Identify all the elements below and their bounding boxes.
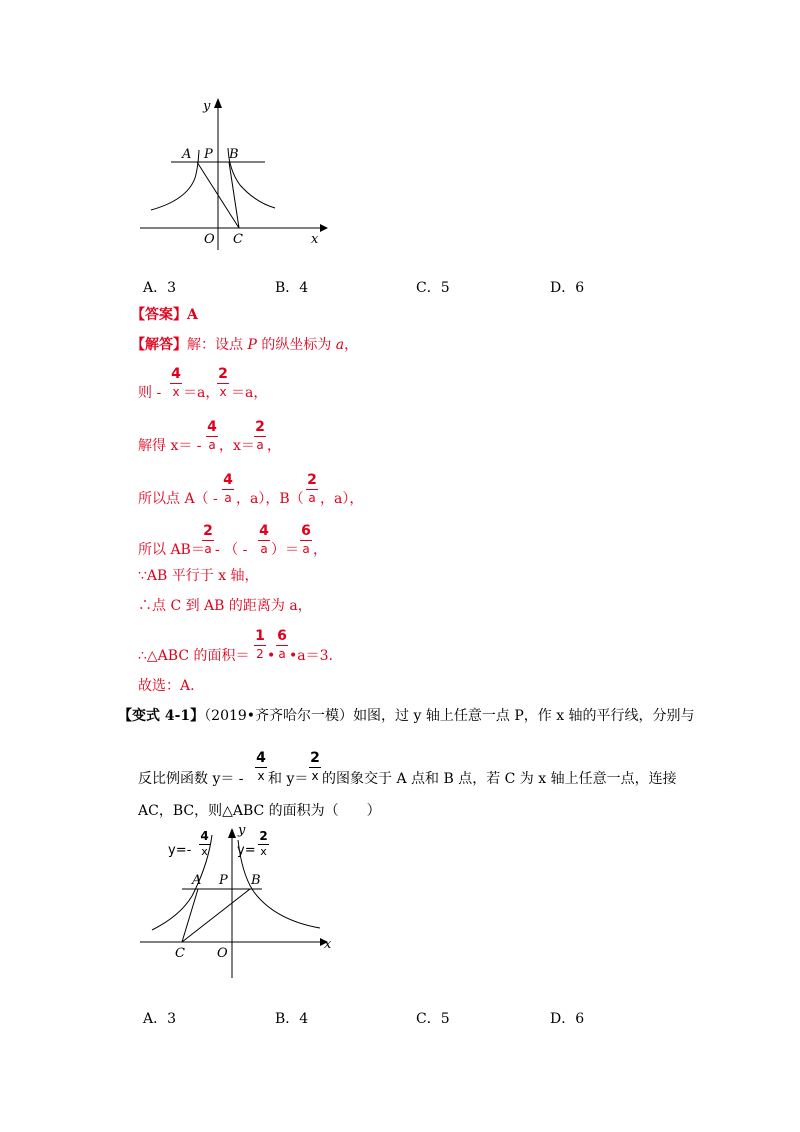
answer-value: A	[187, 307, 198, 323]
solution-intro	[131, 336, 358, 354]
fraction-4-over-x: 4 x	[171, 366, 181, 399]
figure-1-graph	[135, 90, 335, 260]
fraction-4-over-a-1: 4 a	[207, 419, 217, 452]
variant-fraction-4-over-x: 4 x	[256, 750, 266, 783]
figure-2-eq-right-frac: 2 x	[259, 829, 268, 858]
label-o-2: O	[217, 946, 228, 961]
label-p: P	[204, 147, 213, 162]
solution-line-7-pre: ∴△ABC 的面积＝	[138, 648, 250, 664]
answer-line	[131, 306, 198, 324]
solution-intro-a: a	[335, 337, 345, 353]
solution-line-1-eq2: ＝a，	[231, 385, 268, 401]
solution-line-5: ∵AB 平行于 x 轴，	[138, 568, 259, 584]
figure-2-graph	[130, 820, 340, 985]
answer-tag: 【答案】	[131, 307, 187, 323]
fraction-4-over-a-3: 4 a	[259, 523, 269, 556]
variant-line-3: AC，BC，则△ABC 的面积为（ ）	[138, 803, 381, 819]
fraction-4-over-a-2: 4 a	[223, 472, 233, 505]
label-b-2: B	[251, 873, 261, 888]
variant-text-1: 如图，过 y 轴上任意一点 P，作 x 轴的平行线，分别与	[353, 708, 695, 724]
label-x: x	[311, 232, 319, 247]
solution-line-4-mid: - （ -	[215, 542, 248, 558]
solution-line-1-eq1: ＝a，	[183, 385, 220, 401]
solution-intro-pre: 解：设点	[187, 337, 248, 353]
label-y: y	[203, 99, 211, 114]
option-b[interactable]: B．4	[275, 280, 309, 296]
solution-line-4-mid2: ）＝	[271, 542, 299, 558]
solution-line-2-end: ，	[267, 438, 281, 454]
fraction-1-over-2: 1 2	[255, 628, 265, 661]
label-a: A	[182, 147, 192, 162]
variant-line-2-mid: 和 y＝	[268, 771, 309, 787]
label-o: O	[204, 232, 215, 247]
solution-intro-mid: 的纵坐标为	[256, 337, 336, 353]
option-a-2[interactable]: A．3	[143, 1011, 177, 1027]
solution-intro-var: P	[247, 337, 257, 353]
fraction-2-over-a-1: 2 a	[255, 419, 265, 452]
solution-line-2-mid: ，x＝	[219, 438, 255, 454]
fraction-6-over-a-2: 6 a	[277, 628, 287, 661]
solution-line-1-pre: 则 -	[138, 385, 162, 401]
label-a-2: A	[192, 873, 202, 888]
curve-left	[151, 150, 199, 210]
solution-line-3-mid: ，a），B（	[236, 491, 304, 507]
label-p-2: P	[219, 873, 228, 888]
solution-line-8: 故选：A.	[138, 678, 195, 694]
solution-line-2-pre: 解得 x＝ -	[138, 438, 202, 454]
variant-source: （2019•齐齐哈尔一模）	[204, 708, 354, 724]
figure-2-eq-left-frac: 4 x	[200, 829, 209, 858]
option-d[interactable]: D．6	[550, 280, 585, 296]
solution-line-4-end: ，	[313, 542, 327, 558]
label-b: B	[229, 147, 239, 162]
fraction-2-over-a-3: 2 a	[203, 523, 213, 556]
option-c[interactable]: C．5	[416, 280, 450, 296]
variant-tag: 【变式 4-1】	[118, 708, 205, 724]
solution-line-4-pre: 所以 AB＝	[138, 542, 205, 558]
x-axis-arrow	[320, 224, 328, 232]
solution-line-7-dot: •	[267, 648, 276, 664]
variant-line-2-pre: 反比例函数 y＝ -	[138, 771, 244, 787]
variant-fraction-2-over-x: 2 x	[310, 750, 320, 783]
label-c: C	[233, 232, 243, 247]
y-axis-arrow	[214, 98, 222, 108]
label-x-2: x	[324, 937, 332, 952]
y-axis-arrow-2	[228, 828, 236, 838]
option-c-2[interactable]: C．5	[416, 1011, 450, 1027]
solution-tag: 【解答】	[131, 337, 187, 353]
solution-intro-end: ，	[344, 337, 359, 353]
variant-line-1	[118, 707, 695, 725]
solution-line-3-end: ，a），	[320, 491, 364, 507]
segment-bc-2	[182, 889, 250, 942]
fraction-2-over-x: 2 x	[218, 366, 228, 399]
segment-bc	[229, 162, 239, 228]
solution-line-7-end: •a＝3.	[289, 648, 333, 664]
label-y-2: y	[238, 823, 246, 838]
option-a[interactable]: A．3	[143, 280, 177, 296]
variant-line-2-end: 的图象交于 A 点和 B 点，若 C 为 x 轴上任意一点，连接	[322, 771, 677, 787]
fraction-6-over-a: 6 a	[301, 523, 311, 556]
segment-ac-2	[182, 889, 198, 942]
option-b-2[interactable]: B．4	[275, 1011, 309, 1027]
option-d-2[interactable]: D．6	[550, 1011, 585, 1027]
solution-line-3-pre: 所以点 A（ -	[138, 491, 218, 507]
solution-line-6: ∴点 C 到 AB 的距离为 a，	[138, 598, 312, 614]
figure-2-eq-right: y=	[237, 843, 256, 858]
fraction-2-over-a-2: 2 a	[307, 472, 317, 505]
label-c-2: C	[175, 946, 185, 961]
figure-2-eq-left: y=-	[168, 843, 192, 858]
